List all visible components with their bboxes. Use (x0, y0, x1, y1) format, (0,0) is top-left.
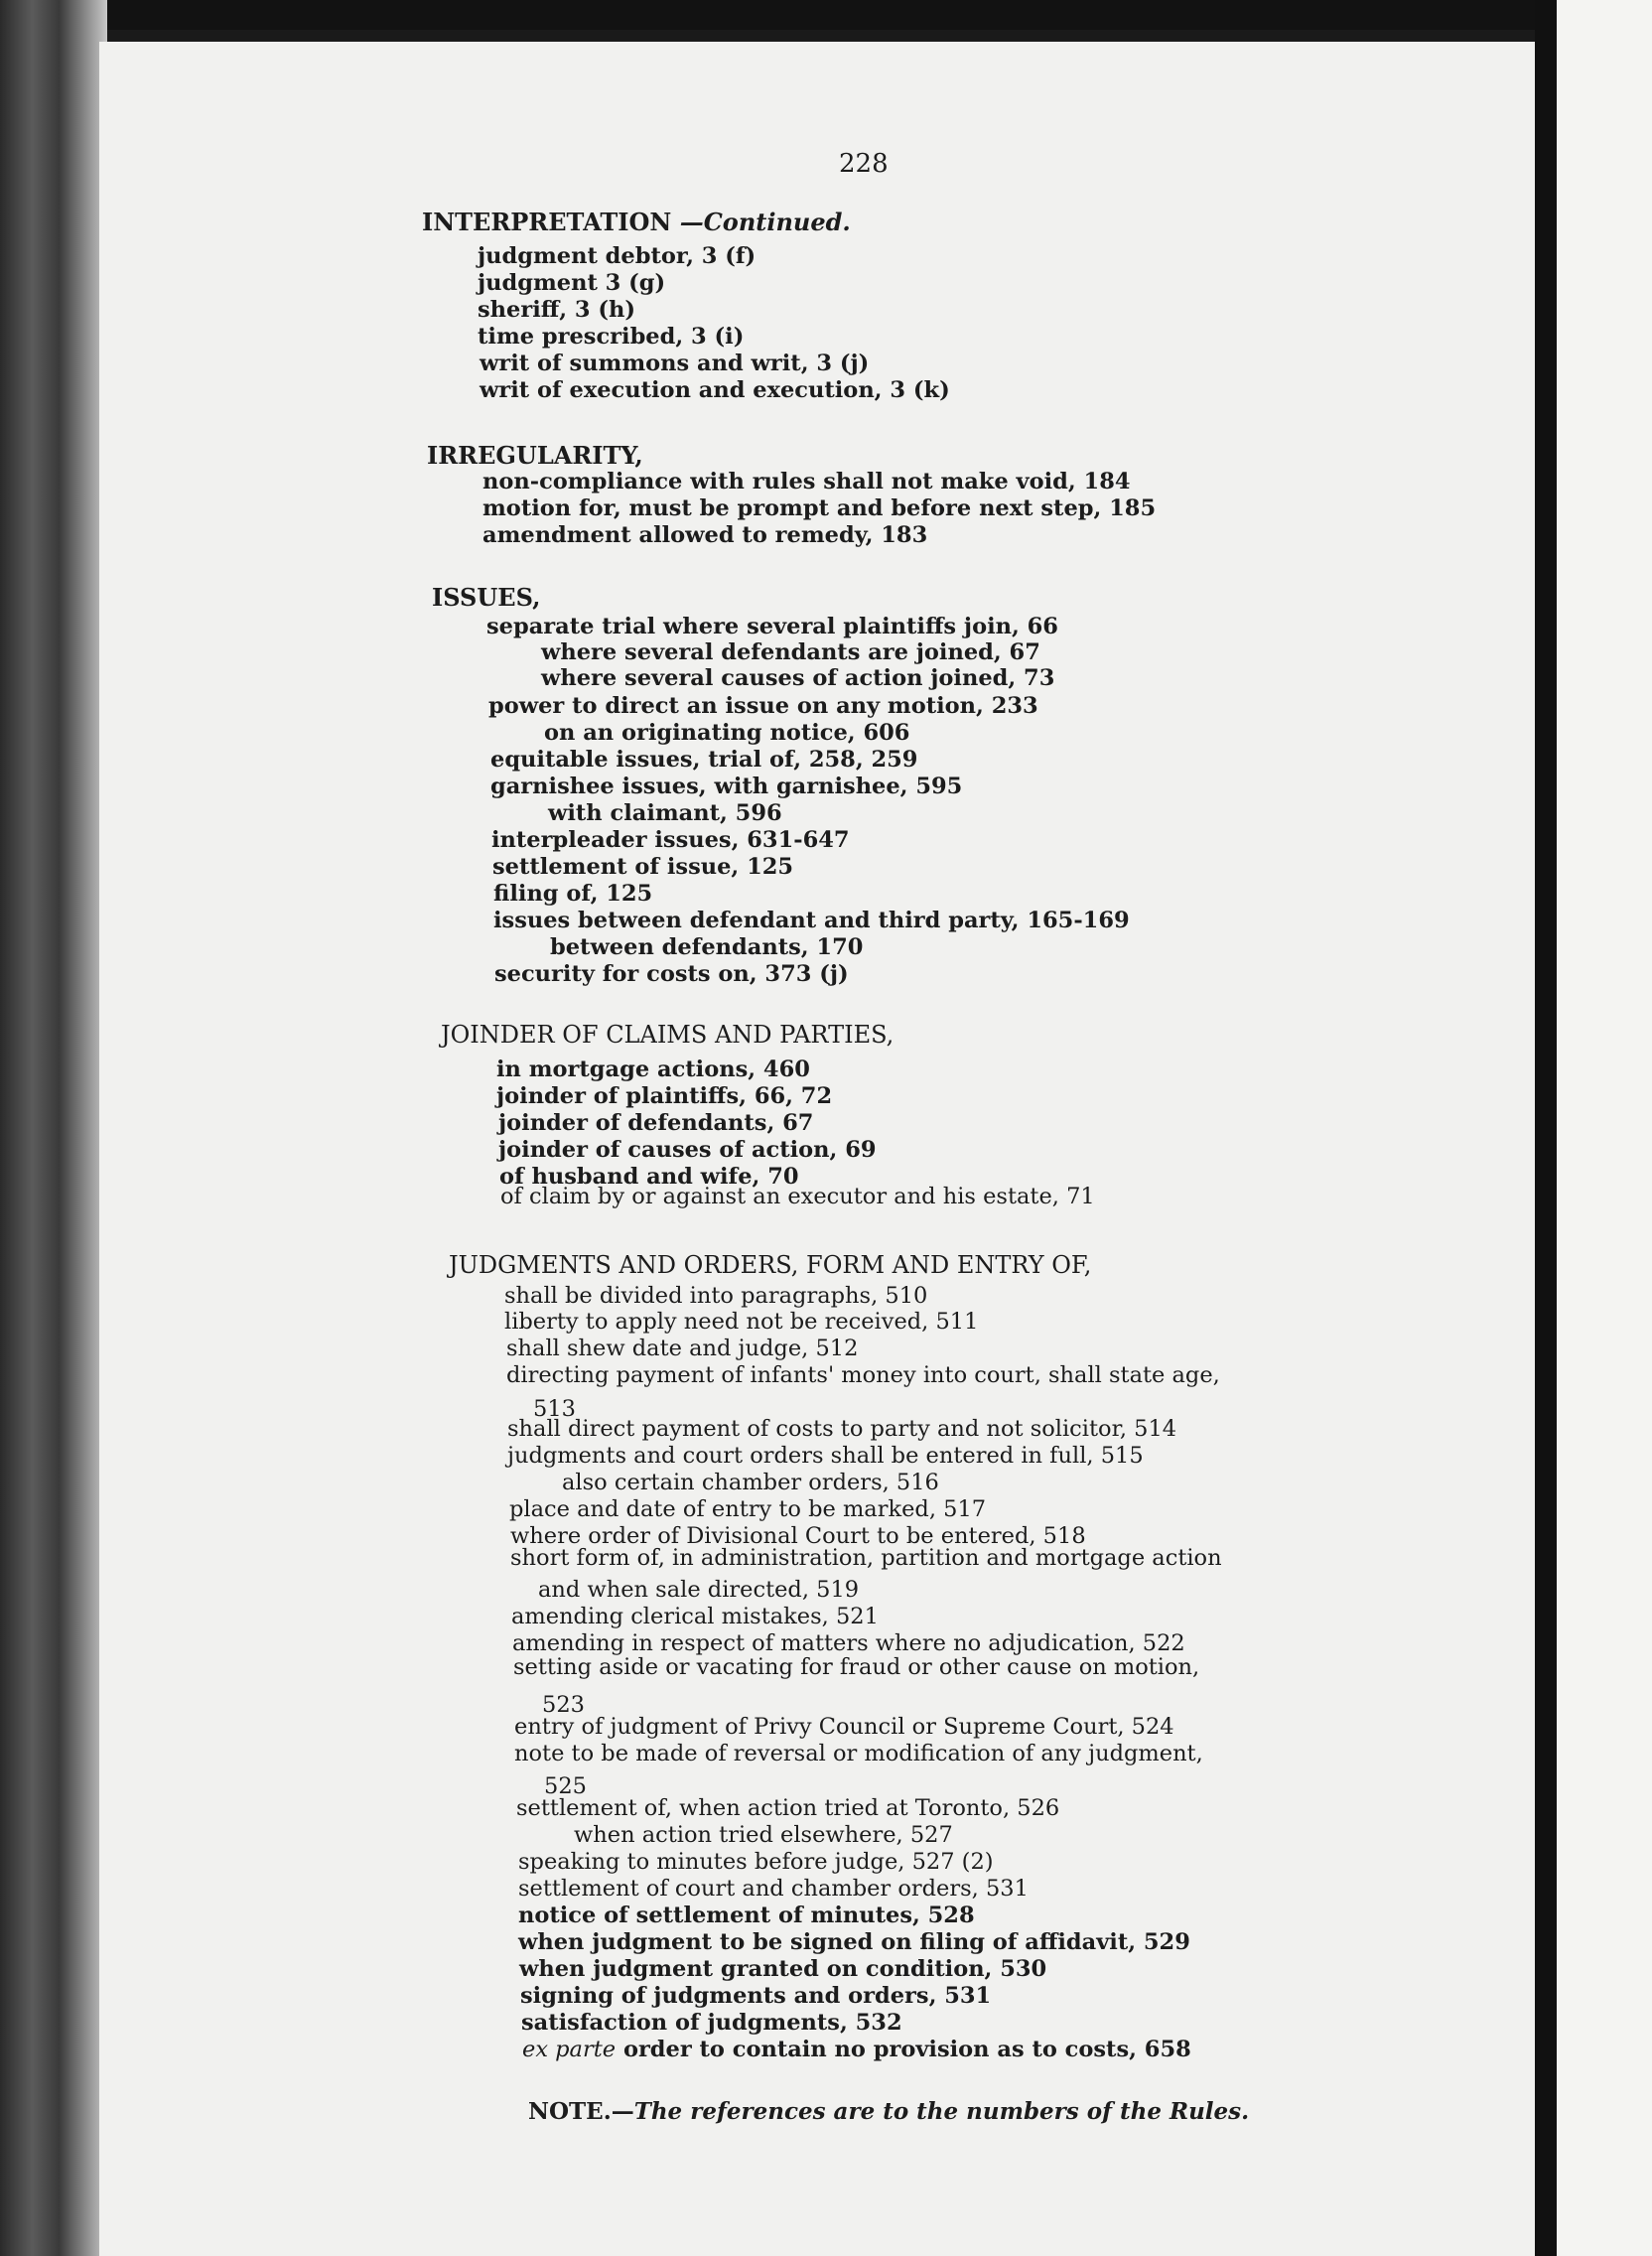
index-entry: settlement of court and chamber orders, 531 (518, 1876, 1029, 1902)
index-entry: amending in respect of matters where no adjudication, 522 (512, 1630, 1185, 1656)
index-subentry: with claimant, 596 (548, 800, 782, 826)
scan-top-border (0, 0, 1652, 30)
index-entry: judgments and court orders shall be entered in full, 515 (507, 1443, 1144, 1469)
index-entry: note to be made of reversal or modification of any judgment, (514, 1741, 1203, 1766)
index-subentry: also certain chamber orders, 516 (562, 1470, 939, 1495)
index-entry: shall shew date and judge, 512 (506, 1336, 859, 1361)
footnote: NOTE.—The references are to the numbers of the Rules. (528, 2098, 1250, 2125)
index-entry: in mortgage actions, 460 (496, 1057, 810, 1082)
index-subentry: when action tried elsewhere, 527 (574, 1822, 953, 1848)
index-entry: where order of Divisional Court to be entered, 518 (510, 1523, 1086, 1549)
index-entry: notice of settlement of minutes, 528 (518, 1903, 975, 1928)
index-entry: joinder of causes of action, 69 (498, 1137, 877, 1163)
index-entry: of husband and wife, 70 (499, 1164, 799, 1190)
index-entry: filing of, 125 (493, 881, 653, 907)
index-entry: amending clerical mistakes, 521 (511, 1604, 879, 1629)
index-entry: liberty to apply need not be received, 511 (504, 1309, 979, 1335)
index-entry: garnishee issues, with garnishee, 595 (490, 774, 963, 799)
index-entry: interpleader issues, 631-647 (491, 827, 850, 853)
index-entry: writ of summons and writ, 3 (j) (480, 351, 870, 376)
index-entry: speaking to minutes before judge, 527 (2) (518, 1849, 994, 1875)
index-entry: of claim by or against an executor and his estate, 71 (500, 1184, 1095, 1209)
index-entry: motion for, must be prompt and before next step, 185 (482, 495, 1157, 521)
section-heading-irregularity: IRREGULARITY, (427, 441, 643, 470)
page-number: 228 (839, 149, 889, 179)
index-entry: sheriff, 3 (h) (478, 297, 636, 323)
index-entry: when judgment granted on condition, 530 (519, 1956, 1047, 1982)
index-entry-continuation: and when sale directed, 519 (538, 1577, 860, 1603)
index-entry-continuation: 523 (542, 1692, 585, 1718)
index-entry: setting aside or vacating for fraud or other cause on motion, (513, 1654, 1200, 1680)
index-entry: place and date of entry to be marked, 517 (509, 1496, 987, 1522)
index-subentry: where several defendants are joined, 67 (541, 639, 1040, 665)
index-entry: settlement of issue, 125 (492, 854, 794, 880)
index-subentry: where several causes of action joined, 73 (541, 665, 1055, 691)
index-entry: signing of judgments and orders, 531 (520, 1983, 992, 2009)
index-entry: separate trial where several plaintiffs join, 66 (486, 614, 1058, 639)
section-heading-judgments: JUDGMENTS AND ORDERS, FORM AND ENTRY OF, (449, 1251, 1092, 1279)
index-entry: directing payment of infants' money into court, shall state age, (506, 1362, 1220, 1388)
index-entry: time prescribed, 3 (i) (478, 324, 745, 350)
section-heading-interpretation: INTERPRETATION —Continued. (422, 208, 851, 236)
index-entry: when judgment to be signed on filing of affidavit, 529 (518, 1929, 1190, 1955)
index-entry: entry of judgment of Privy Council or Supreme Court, 524 (514, 1714, 1174, 1740)
index-entry: short form of, in administration, partition and mortgage action (510, 1545, 1222, 1571)
index-subentry: on an originating notice, 606 (544, 720, 910, 746)
index-entry: power to direct an issue on any motion, 233 (488, 693, 1038, 719)
section-heading-joinder: JOINDER OF CLAIMS AND PARTIES, (441, 1021, 895, 1049)
index-entry: shall be divided into paragraphs, 510 (504, 1283, 928, 1309)
index-entry: joinder of defendants, 67 (498, 1110, 814, 1136)
index-entry: settlement of, when action tried at Toronto, 526 (516, 1795, 1060, 1821)
index-entry: shall direct payment of costs to party and not solicitor, 514 (507, 1416, 1177, 1442)
index-entry: equitable issues, trial of, 258, 259 (490, 747, 918, 773)
index-entry: non-compliance with rules shall not make void, 184 (482, 469, 1131, 494)
index-entry-continuation: 525 (544, 1773, 587, 1799)
index-entry: ex parte order to contain no provision as to costs, 658 (522, 2037, 1191, 2062)
facing-page-edge (1557, 0, 1652, 2256)
index-entry: joinder of plaintiffs, 66, 72 (496, 1083, 833, 1109)
index-entry: judgment debtor, 3 (f) (478, 243, 757, 269)
index-entry: issues between defendant and third party, 165-169 (493, 908, 1130, 933)
index-entry: satisfaction of judgments, 532 (521, 2010, 902, 2036)
index-entry: judgment 3 (g) (478, 270, 666, 296)
index-entry: security for costs on, 373 (j) (494, 961, 849, 987)
section-heading-issues: ISSUES, (432, 583, 541, 612)
book-spine (0, 0, 107, 2256)
index-entry: amendment allowed to remedy, 183 (482, 522, 928, 548)
index-entry: writ of execution and execution, 3 (k) (480, 377, 950, 403)
index-subentry: between defendants, 170 (550, 934, 864, 960)
latin-phrase: ex parte (522, 2037, 617, 2062)
index-entry-continuation: 513 (533, 1396, 576, 1422)
